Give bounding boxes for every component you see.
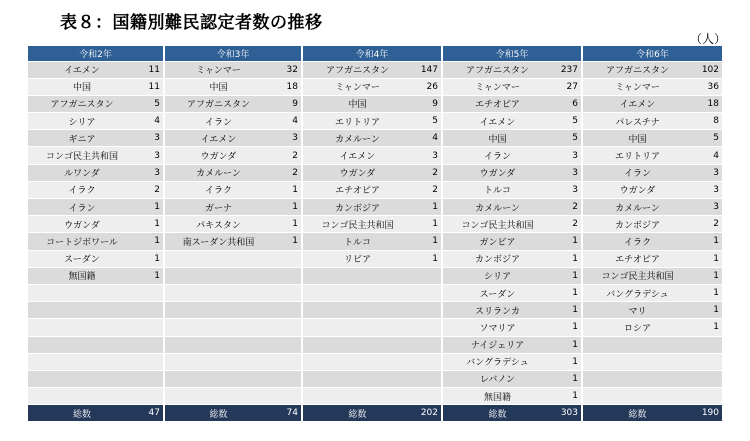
count-cell: 1 bbox=[552, 267, 582, 284]
count-cell: 4 bbox=[272, 113, 302, 130]
country-cell: シリア bbox=[442, 267, 552, 284]
count-cell bbox=[412, 284, 442, 301]
country-cell: エチオピア bbox=[582, 250, 692, 267]
count-cell: 3 bbox=[552, 164, 582, 181]
count-cell: 1 bbox=[692, 250, 722, 267]
country-cell bbox=[582, 353, 692, 370]
count-cell: 27 bbox=[552, 78, 582, 95]
country-cell bbox=[302, 302, 412, 319]
count-cell: 3 bbox=[136, 130, 164, 147]
country-cell bbox=[164, 302, 272, 319]
count-cell: 1 bbox=[692, 267, 722, 284]
year-header-row bbox=[28, 46, 722, 61]
country-cell: ウガンダ bbox=[164, 147, 272, 164]
count-cell: 1 bbox=[552, 233, 582, 250]
count-cell bbox=[272, 319, 302, 336]
country-cell: コンゴ民主共和国 bbox=[582, 267, 692, 284]
country-cell: イエメン bbox=[28, 61, 136, 78]
country-cell: ミャンマー bbox=[164, 61, 272, 78]
country-cell: シリア bbox=[28, 113, 136, 130]
count-cell bbox=[272, 388, 302, 405]
count-cell: 32 bbox=[272, 61, 302, 78]
table-row bbox=[28, 113, 722, 130]
count-cell: 102 bbox=[692, 61, 722, 78]
country-cell bbox=[28, 319, 136, 336]
count-cell: 1 bbox=[692, 233, 722, 250]
country-cell bbox=[164, 250, 272, 267]
count-cell bbox=[412, 336, 442, 353]
country-cell bbox=[582, 336, 692, 353]
count-cell: 5 bbox=[552, 113, 582, 130]
count-cell: 1 bbox=[552, 336, 582, 353]
count-cell: 3 bbox=[692, 199, 722, 216]
country-cell bbox=[164, 336, 272, 353]
country-cell: トルコ bbox=[442, 181, 552, 198]
country-cell: 中国 bbox=[582, 130, 692, 147]
country-cell: コンゴ民主共和国 bbox=[442, 216, 552, 233]
unit-label: （人） bbox=[689, 32, 726, 46]
table-row bbox=[28, 78, 722, 95]
country-cell: ウガンダ bbox=[442, 164, 552, 181]
total-value: 74 bbox=[272, 405, 302, 422]
year-header: 令和3年 bbox=[164, 46, 302, 61]
count-cell bbox=[412, 388, 442, 405]
country-cell: ガンビア bbox=[442, 233, 552, 250]
country-cell: イラン bbox=[28, 199, 136, 216]
count-cell: 2 bbox=[272, 147, 302, 164]
table-row bbox=[28, 130, 722, 147]
country-cell: アフガニスタン bbox=[582, 61, 692, 78]
country-cell: イラク bbox=[582, 233, 692, 250]
table-row bbox=[28, 319, 722, 336]
country-cell: ルワンダ bbox=[28, 164, 136, 181]
country-cell: ミャンマー bbox=[582, 78, 692, 95]
table-row bbox=[28, 233, 722, 250]
country-cell: アフガニスタン bbox=[28, 95, 136, 112]
year-header: 令和2年 bbox=[28, 46, 164, 61]
count-cell bbox=[412, 267, 442, 284]
country-cell: トルコ bbox=[302, 233, 412, 250]
table-row bbox=[28, 388, 722, 405]
country-cell: イラン bbox=[582, 164, 692, 181]
country-cell: カメルーン bbox=[164, 164, 272, 181]
country-cell: 中国 bbox=[164, 78, 272, 95]
country-cell: エチオピア bbox=[442, 95, 552, 112]
count-cell: 1 bbox=[692, 319, 722, 336]
country-cell: ナイジェリア bbox=[442, 336, 552, 353]
count-cell bbox=[136, 319, 164, 336]
country-cell: アフガニスタン bbox=[302, 61, 412, 78]
count-cell: 2 bbox=[412, 181, 442, 198]
total-label: 総数 bbox=[582, 405, 692, 422]
count-cell: 2 bbox=[272, 164, 302, 181]
country-cell bbox=[164, 388, 272, 405]
country-cell: イラン bbox=[164, 113, 272, 130]
country-cell: カメルーン bbox=[442, 199, 552, 216]
table-body bbox=[28, 61, 722, 422]
count-cell bbox=[692, 370, 722, 387]
country-cell: イエメン bbox=[302, 147, 412, 164]
count-cell: 3 bbox=[552, 181, 582, 198]
country-cell: ギニア bbox=[28, 130, 136, 147]
table-row bbox=[28, 336, 722, 353]
count-cell bbox=[412, 319, 442, 336]
year-header: 令和5年 bbox=[442, 46, 582, 61]
count-cell: 9 bbox=[272, 95, 302, 112]
country-cell bbox=[582, 370, 692, 387]
count-cell: 11 bbox=[136, 61, 164, 78]
count-cell: 237 bbox=[552, 61, 582, 78]
country-cell: ロシア bbox=[582, 319, 692, 336]
country-cell: ミャンマー bbox=[302, 78, 412, 95]
country-cell: カメルーン bbox=[302, 130, 412, 147]
count-cell: 1 bbox=[136, 199, 164, 216]
count-cell: 1 bbox=[412, 199, 442, 216]
country-cell: イラク bbox=[28, 181, 136, 198]
country-cell bbox=[164, 370, 272, 387]
count-cell bbox=[692, 336, 722, 353]
country-cell: アフガニスタン bbox=[442, 61, 552, 78]
total-label: 総数 bbox=[164, 405, 272, 422]
country-cell: スーダン bbox=[442, 284, 552, 301]
count-cell: 1 bbox=[552, 319, 582, 336]
count-cell: 3 bbox=[272, 130, 302, 147]
count-cell bbox=[272, 284, 302, 301]
count-cell bbox=[272, 267, 302, 284]
count-cell bbox=[412, 302, 442, 319]
country-cell: 無国籍 bbox=[28, 267, 136, 284]
country-cell bbox=[28, 336, 136, 353]
country-cell: マリ bbox=[582, 302, 692, 319]
country-cell: 中国 bbox=[302, 95, 412, 112]
count-cell bbox=[136, 302, 164, 319]
country-cell bbox=[28, 353, 136, 370]
table-row bbox=[28, 302, 722, 319]
country-cell: エチオピア bbox=[302, 181, 412, 198]
count-cell bbox=[272, 370, 302, 387]
country-cell: ガーナ bbox=[164, 199, 272, 216]
count-cell bbox=[136, 336, 164, 353]
count-cell bbox=[412, 353, 442, 370]
total-label: 総数 bbox=[302, 405, 412, 422]
count-cell: 6 bbox=[552, 95, 582, 112]
country-cell: 中国 bbox=[28, 78, 136, 95]
country-cell: バングラデシュ bbox=[582, 284, 692, 301]
count-cell: 1 bbox=[692, 284, 722, 301]
count-cell bbox=[136, 353, 164, 370]
count-cell: 1 bbox=[272, 216, 302, 233]
count-cell bbox=[692, 388, 722, 405]
country-cell: スーダン bbox=[28, 250, 136, 267]
country-cell: コンゴ民主共和国 bbox=[302, 216, 412, 233]
count-cell: 3 bbox=[136, 164, 164, 181]
count-cell: 1 bbox=[136, 250, 164, 267]
country-cell: リビア bbox=[302, 250, 412, 267]
count-cell: 2 bbox=[136, 181, 164, 198]
table-row bbox=[28, 95, 722, 112]
count-cell: 2 bbox=[412, 164, 442, 181]
country-cell bbox=[302, 388, 412, 405]
count-cell bbox=[136, 284, 164, 301]
refugee-recognition-table bbox=[28, 46, 722, 422]
country-cell: パキスタン bbox=[164, 216, 272, 233]
country-cell: ミャンマー bbox=[442, 78, 552, 95]
country-cell bbox=[302, 353, 412, 370]
count-cell: 5 bbox=[136, 95, 164, 112]
country-cell: カンボジア bbox=[442, 250, 552, 267]
country-cell bbox=[164, 319, 272, 336]
country-cell: コートジボワール bbox=[28, 233, 136, 250]
table-row bbox=[28, 61, 722, 78]
count-cell: 4 bbox=[692, 147, 722, 164]
country-cell bbox=[302, 370, 412, 387]
count-cell: 3 bbox=[412, 147, 442, 164]
count-cell: 2 bbox=[692, 216, 722, 233]
table-row bbox=[28, 353, 722, 370]
country-cell: エリトリア bbox=[302, 113, 412, 130]
count-cell: 147 bbox=[412, 61, 442, 78]
count-cell: 1 bbox=[136, 267, 164, 284]
country-cell bbox=[164, 353, 272, 370]
count-cell bbox=[136, 370, 164, 387]
count-cell: 4 bbox=[412, 130, 442, 147]
country-cell bbox=[302, 284, 412, 301]
table-row bbox=[28, 164, 722, 181]
count-cell: 9 bbox=[412, 95, 442, 112]
count-cell bbox=[136, 388, 164, 405]
country-cell: イラン bbox=[442, 147, 552, 164]
table-row bbox=[28, 199, 722, 216]
country-cell: パレスチナ bbox=[582, 113, 692, 130]
country-cell bbox=[302, 267, 412, 284]
country-cell: コンゴ民主共和国 bbox=[28, 147, 136, 164]
count-cell: 4 bbox=[136, 113, 164, 130]
count-cell: 2 bbox=[552, 216, 582, 233]
count-cell bbox=[692, 353, 722, 370]
count-cell: 1 bbox=[136, 233, 164, 250]
count-cell: 18 bbox=[272, 78, 302, 95]
country-cell bbox=[28, 370, 136, 387]
total-label: 総数 bbox=[28, 405, 136, 422]
count-cell bbox=[272, 353, 302, 370]
country-cell: レバノン bbox=[442, 370, 552, 387]
count-cell bbox=[412, 370, 442, 387]
country-cell: 南スーダン共和国 bbox=[164, 233, 272, 250]
count-cell: 1 bbox=[552, 284, 582, 301]
country-cell bbox=[28, 284, 136, 301]
count-cell: 1 bbox=[272, 181, 302, 198]
country-cell bbox=[302, 336, 412, 353]
country-cell: アフガニスタン bbox=[164, 95, 272, 112]
table-row bbox=[28, 250, 722, 267]
country-cell bbox=[164, 284, 272, 301]
count-cell: 1 bbox=[552, 250, 582, 267]
table-row bbox=[28, 216, 722, 233]
country-cell: スリランカ bbox=[442, 302, 552, 319]
year-header: 令和6年 bbox=[582, 46, 722, 61]
count-cell: 18 bbox=[692, 95, 722, 112]
country-cell bbox=[28, 388, 136, 405]
country-cell: イエメン bbox=[582, 95, 692, 112]
table-row bbox=[28, 370, 722, 387]
country-cell: ウガンダ bbox=[302, 164, 412, 181]
count-cell: 11 bbox=[136, 78, 164, 95]
count-cell: 1 bbox=[136, 216, 164, 233]
total-label: 総数 bbox=[442, 405, 552, 422]
count-cell: 3 bbox=[136, 147, 164, 164]
table-row bbox=[28, 181, 722, 198]
count-cell: 1 bbox=[412, 216, 442, 233]
count-cell: 1 bbox=[552, 370, 582, 387]
table-row bbox=[28, 267, 722, 284]
country-cell: カンボジア bbox=[302, 199, 412, 216]
total-value: 190 bbox=[692, 405, 722, 422]
count-cell: 3 bbox=[692, 164, 722, 181]
country-cell: イエメン bbox=[442, 113, 552, 130]
country-cell bbox=[302, 319, 412, 336]
count-cell bbox=[272, 250, 302, 267]
page-title: 表８：国籍別難民認定者数の推移 bbox=[60, 13, 323, 33]
total-value: 47 bbox=[136, 405, 164, 422]
country-cell: バングラデシュ bbox=[442, 353, 552, 370]
count-cell: 1 bbox=[272, 233, 302, 250]
country-cell bbox=[28, 302, 136, 319]
table-row bbox=[28, 284, 722, 301]
count-cell: 1 bbox=[272, 199, 302, 216]
count-cell: 3 bbox=[552, 147, 582, 164]
count-cell: 2 bbox=[552, 199, 582, 216]
count-cell: 5 bbox=[692, 130, 722, 147]
year-header: 令和4年 bbox=[302, 46, 442, 61]
total-value: 303 bbox=[552, 405, 582, 422]
count-cell: 1 bbox=[412, 233, 442, 250]
total-value: 202 bbox=[412, 405, 442, 422]
country-cell: カメルーン bbox=[582, 199, 692, 216]
count-cell bbox=[272, 302, 302, 319]
country-cell: ウガンダ bbox=[582, 181, 692, 198]
country-cell bbox=[582, 388, 692, 405]
country-cell: 無国籍 bbox=[442, 388, 552, 405]
count-cell: 36 bbox=[692, 78, 722, 95]
count-cell: 1 bbox=[552, 302, 582, 319]
country-cell: イエメン bbox=[164, 130, 272, 147]
count-cell: 5 bbox=[412, 113, 442, 130]
country-cell: 中国 bbox=[442, 130, 552, 147]
country-cell: カンボジア bbox=[582, 216, 692, 233]
country-cell: ソマリア bbox=[442, 319, 552, 336]
count-cell: 5 bbox=[552, 130, 582, 147]
count-cell: 1 bbox=[412, 250, 442, 267]
count-cell: 3 bbox=[692, 181, 722, 198]
country-cell: エリトリア bbox=[582, 147, 692, 164]
total-row bbox=[28, 405, 722, 422]
country-cell: イラク bbox=[164, 181, 272, 198]
count-cell: 1 bbox=[552, 388, 582, 405]
count-cell bbox=[272, 336, 302, 353]
table-row bbox=[28, 147, 722, 164]
count-cell: 26 bbox=[412, 78, 442, 95]
count-cell: 1 bbox=[692, 302, 722, 319]
country-cell: ウガンダ bbox=[28, 216, 136, 233]
count-cell: 8 bbox=[692, 113, 722, 130]
count-cell: 1 bbox=[552, 353, 582, 370]
country-cell bbox=[164, 267, 272, 284]
